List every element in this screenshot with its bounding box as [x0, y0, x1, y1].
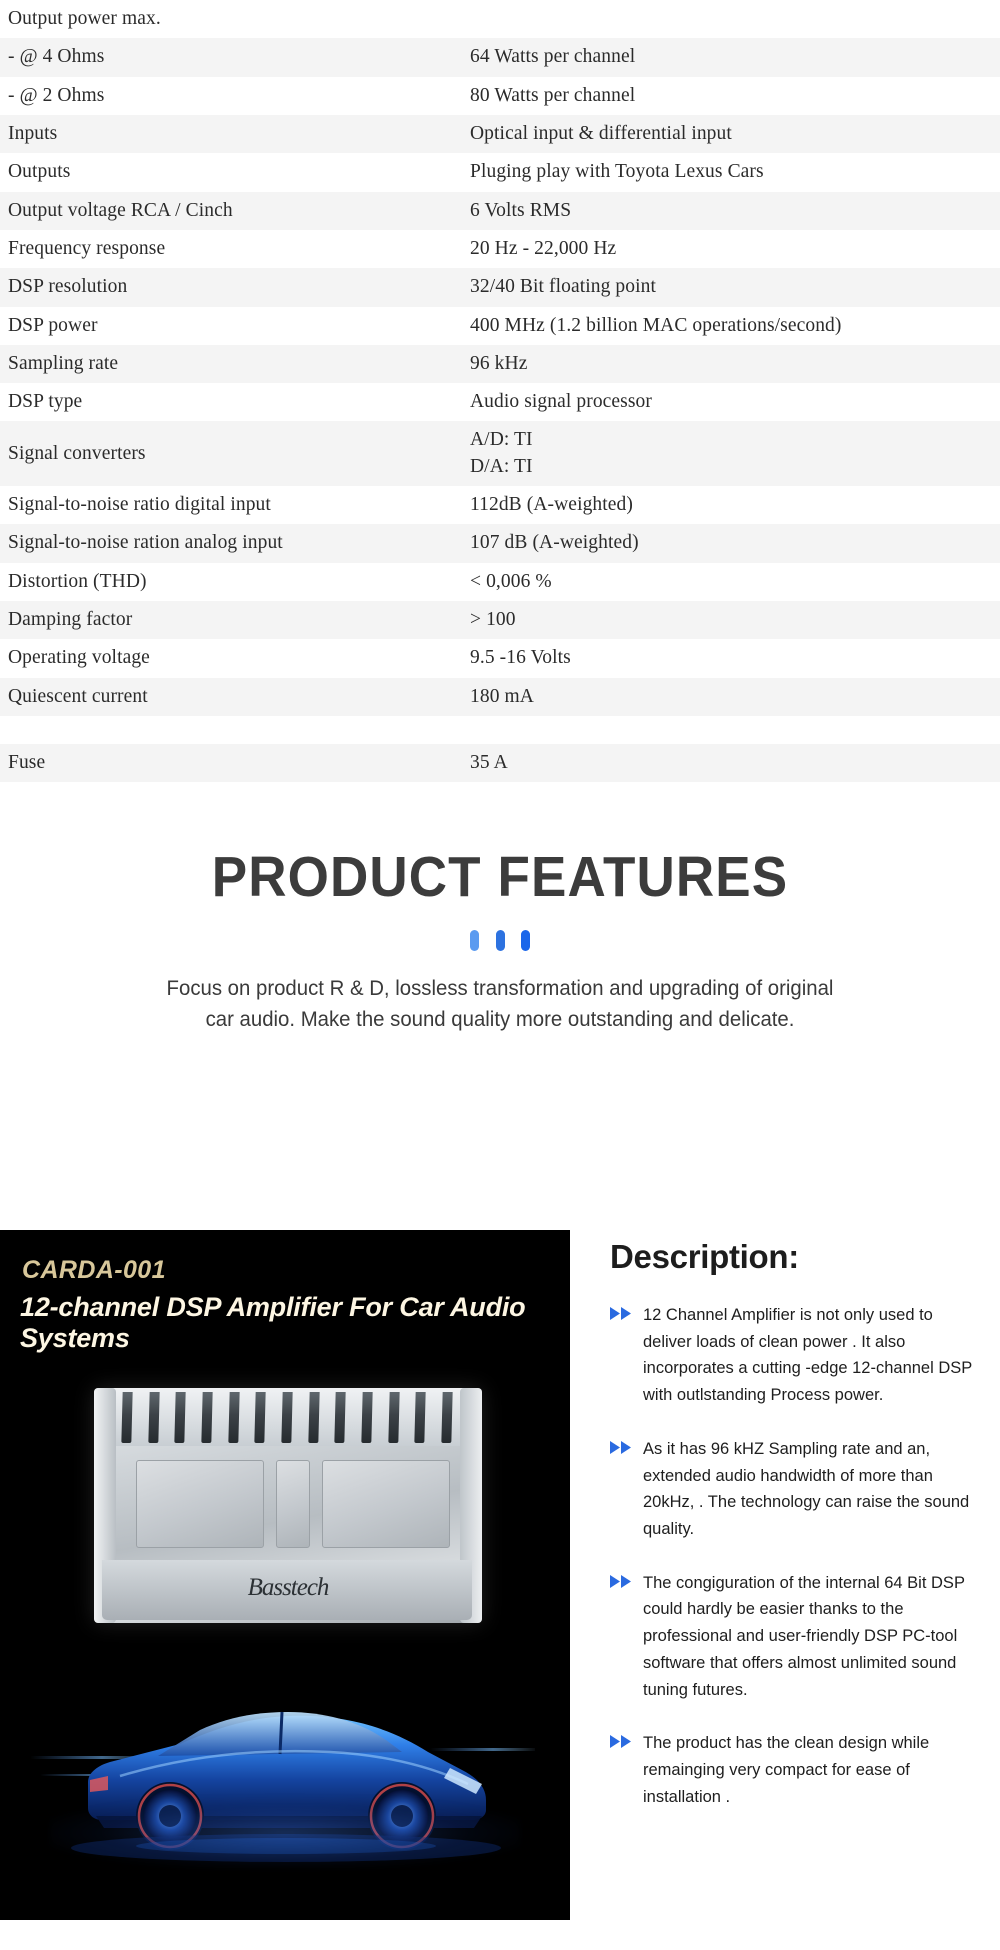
car-glow	[50, 1798, 520, 1868]
product-model-label: CARDA-001	[22, 1256, 166, 1284]
spec-value: 180 mA	[462, 678, 1000, 716]
heatsink-fin	[335, 1392, 346, 1443]
spec-key: Signal-to-noise ratio digital input	[0, 486, 462, 524]
amplifier-heatsink-fins	[122, 1392, 452, 1447]
amplifier-brand-logo: Basstech	[247, 1574, 329, 1601]
spec-value: 20 Hz - 22,000 Hz	[462, 230, 1000, 268]
table-row	[0, 345, 1000, 383]
table-row	[0, 678, 1000, 716]
car-illustration	[30, 1648, 540, 1898]
specifications-table-body	[0, 0, 1000, 782]
amplifier-illustration	[88, 1388, 488, 1633]
features-subtitle: Focus on product R & D, lossless transformation and upgrading of original car audio. Make the sound quality more outstanding and delicate.	[166, 977, 834, 1031]
spec-value: Pluging play with Toyota Lexus Cars	[462, 153, 1000, 191]
table-row	[0, 601, 1000, 639]
specifications-table	[0, 0, 1000, 782]
table-row	[0, 192, 1000, 230]
amplifier-panel-right	[322, 1460, 450, 1548]
heatsink-fin	[228, 1392, 239, 1443]
product-overview-section	[0, 1230, 1000, 1950]
table-row	[0, 563, 1000, 601]
spec-key: Inputs	[0, 115, 462, 153]
spec-key: DSP type	[0, 383, 462, 421]
spec-key: Fuse	[0, 744, 462, 782]
table-row	[0, 0, 1000, 38]
spec-value	[462, 716, 1000, 744]
heatsink-fin	[121, 1392, 132, 1443]
description-text: The congiguration of the internal 64 Bit DSP could hardly be easier thanks to the professional and user-friendly DSP PC-tool software that offers almost unlimited sound tuning futures.	[643, 1573, 965, 1699]
spec-value	[462, 421, 1000, 486]
spec-key: Signal-to-noise ration analog input	[0, 524, 462, 562]
table-row	[0, 230, 1000, 268]
spec-value: > 100	[462, 601, 1000, 639]
spec-key	[0, 716, 462, 744]
table-row	[0, 115, 1000, 153]
list-item	[610, 1730, 976, 1810]
description-list	[610, 1302, 976, 1811]
amplifier-panel-center	[276, 1460, 310, 1548]
spec-key: Distortion (THD)	[0, 563, 462, 601]
double-chevron-icon	[610, 1307, 634, 1320]
product-headline: 12-channel DSP Amplifier For Car Audio Systems	[20, 1292, 526, 1353]
heatsink-fin	[255, 1392, 266, 1443]
double-chevron-icon	[610, 1735, 634, 1748]
table-row	[0, 524, 1000, 562]
table-row	[0, 421, 1000, 486]
table-row	[0, 307, 1000, 345]
spec-value-line: D/A: TI	[470, 455, 533, 477]
table-row	[0, 38, 1000, 76]
spec-key: - @ 4 Ohms	[0, 38, 462, 76]
spec-key: DSP resolution	[0, 268, 462, 306]
heatsink-fin	[175, 1392, 186, 1443]
spec-value: Optical input & differential input	[462, 115, 1000, 153]
spec-key: Sampling rate	[0, 345, 462, 383]
list-item	[610, 1570, 976, 1704]
table-row	[0, 383, 1000, 421]
heatsink-fin	[388, 1392, 399, 1443]
table-row	[0, 268, 1000, 306]
accent-bar-1	[470, 930, 479, 951]
spec-key: Operating voltage	[0, 639, 462, 677]
heatsink-fin	[148, 1392, 159, 1443]
double-chevron-icon	[610, 1575, 634, 1588]
accent-bar-2	[496, 930, 505, 951]
spec-key: DSP power	[0, 307, 462, 345]
description-text: 12 Channel Amplifier is not only used to deliver loads of clean power . It also incorporates a cutting -edge 12-channel DSP with outlstanding Process power.	[643, 1306, 972, 1405]
description-text: As it has 96 kHZ Sampling rate and an, extended audio handwidth of more than 20kHz, . The technology can raise the sound quality.	[643, 1439, 970, 1539]
spec-key: Signal converters	[0, 421, 462, 486]
table-row	[0, 77, 1000, 115]
heatsink-fin	[201, 1392, 212, 1443]
heatsink-fin	[281, 1392, 292, 1443]
description-column	[570, 1230, 1000, 1838]
accent-bars	[470, 928, 530, 952]
table-row	[0, 716, 1000, 744]
spec-value: Audio signal processor	[462, 383, 1000, 421]
amplifier-panel-left	[136, 1460, 264, 1548]
spec-value: 80 Watts per channel	[462, 77, 1000, 115]
description-text: The product has the clean design while remainging very compact for ease of installation .	[643, 1734, 930, 1806]
spec-value: 6 Volts RMS	[462, 192, 1000, 230]
page-title: PRODUCT FEATURES	[211, 845, 789, 910]
double-chevron-icon	[610, 1441, 634, 1454]
spec-key: Quiescent current	[0, 678, 462, 716]
spec-value-line: A/D: TI	[470, 429, 533, 451]
heatsink-fin	[415, 1392, 426, 1443]
spec-key: Outputs	[0, 153, 462, 191]
spec-key: - @ 2 Ohms	[0, 77, 462, 115]
accent-bar-3	[521, 930, 530, 951]
description-heading: Description:	[610, 1238, 799, 1275]
spec-value: < 0,006 %	[462, 563, 1000, 601]
spec-key: Frequency response	[0, 230, 462, 268]
spec-value: 112dB (A-weighted)	[462, 486, 1000, 524]
spec-value: 35 A	[462, 744, 1000, 782]
spec-value: 32/40 Bit floating point	[462, 268, 1000, 306]
table-row	[0, 486, 1000, 524]
spec-value	[462, 0, 1000, 38]
table-row	[0, 639, 1000, 677]
spec-value: 64 Watts per channel	[462, 38, 1000, 76]
list-item	[610, 1302, 976, 1409]
spec-value: 400 MHz (1.2 billion MAC operations/second)	[462, 307, 1000, 345]
heatsink-fin	[361, 1392, 372, 1443]
spec-value: 9.5 -16 Volts	[462, 639, 1000, 677]
list-item	[610, 1436, 976, 1543]
table-row	[0, 153, 1000, 191]
product-features-section	[0, 782, 1000, 1035]
spec-value: 96 kHz	[462, 345, 1000, 383]
table-row	[0, 744, 1000, 782]
spec-value: 107 dB (A-weighted)	[462, 524, 1000, 562]
heatsink-fin	[308, 1392, 319, 1443]
spec-key: Output voltage RCA / Cinch	[0, 192, 462, 230]
heatsink-fin	[441, 1392, 452, 1443]
product-image-panel	[0, 1230, 570, 1920]
spec-key: Damping factor	[0, 601, 462, 639]
spec-key: Output power max.	[0, 0, 462, 38]
